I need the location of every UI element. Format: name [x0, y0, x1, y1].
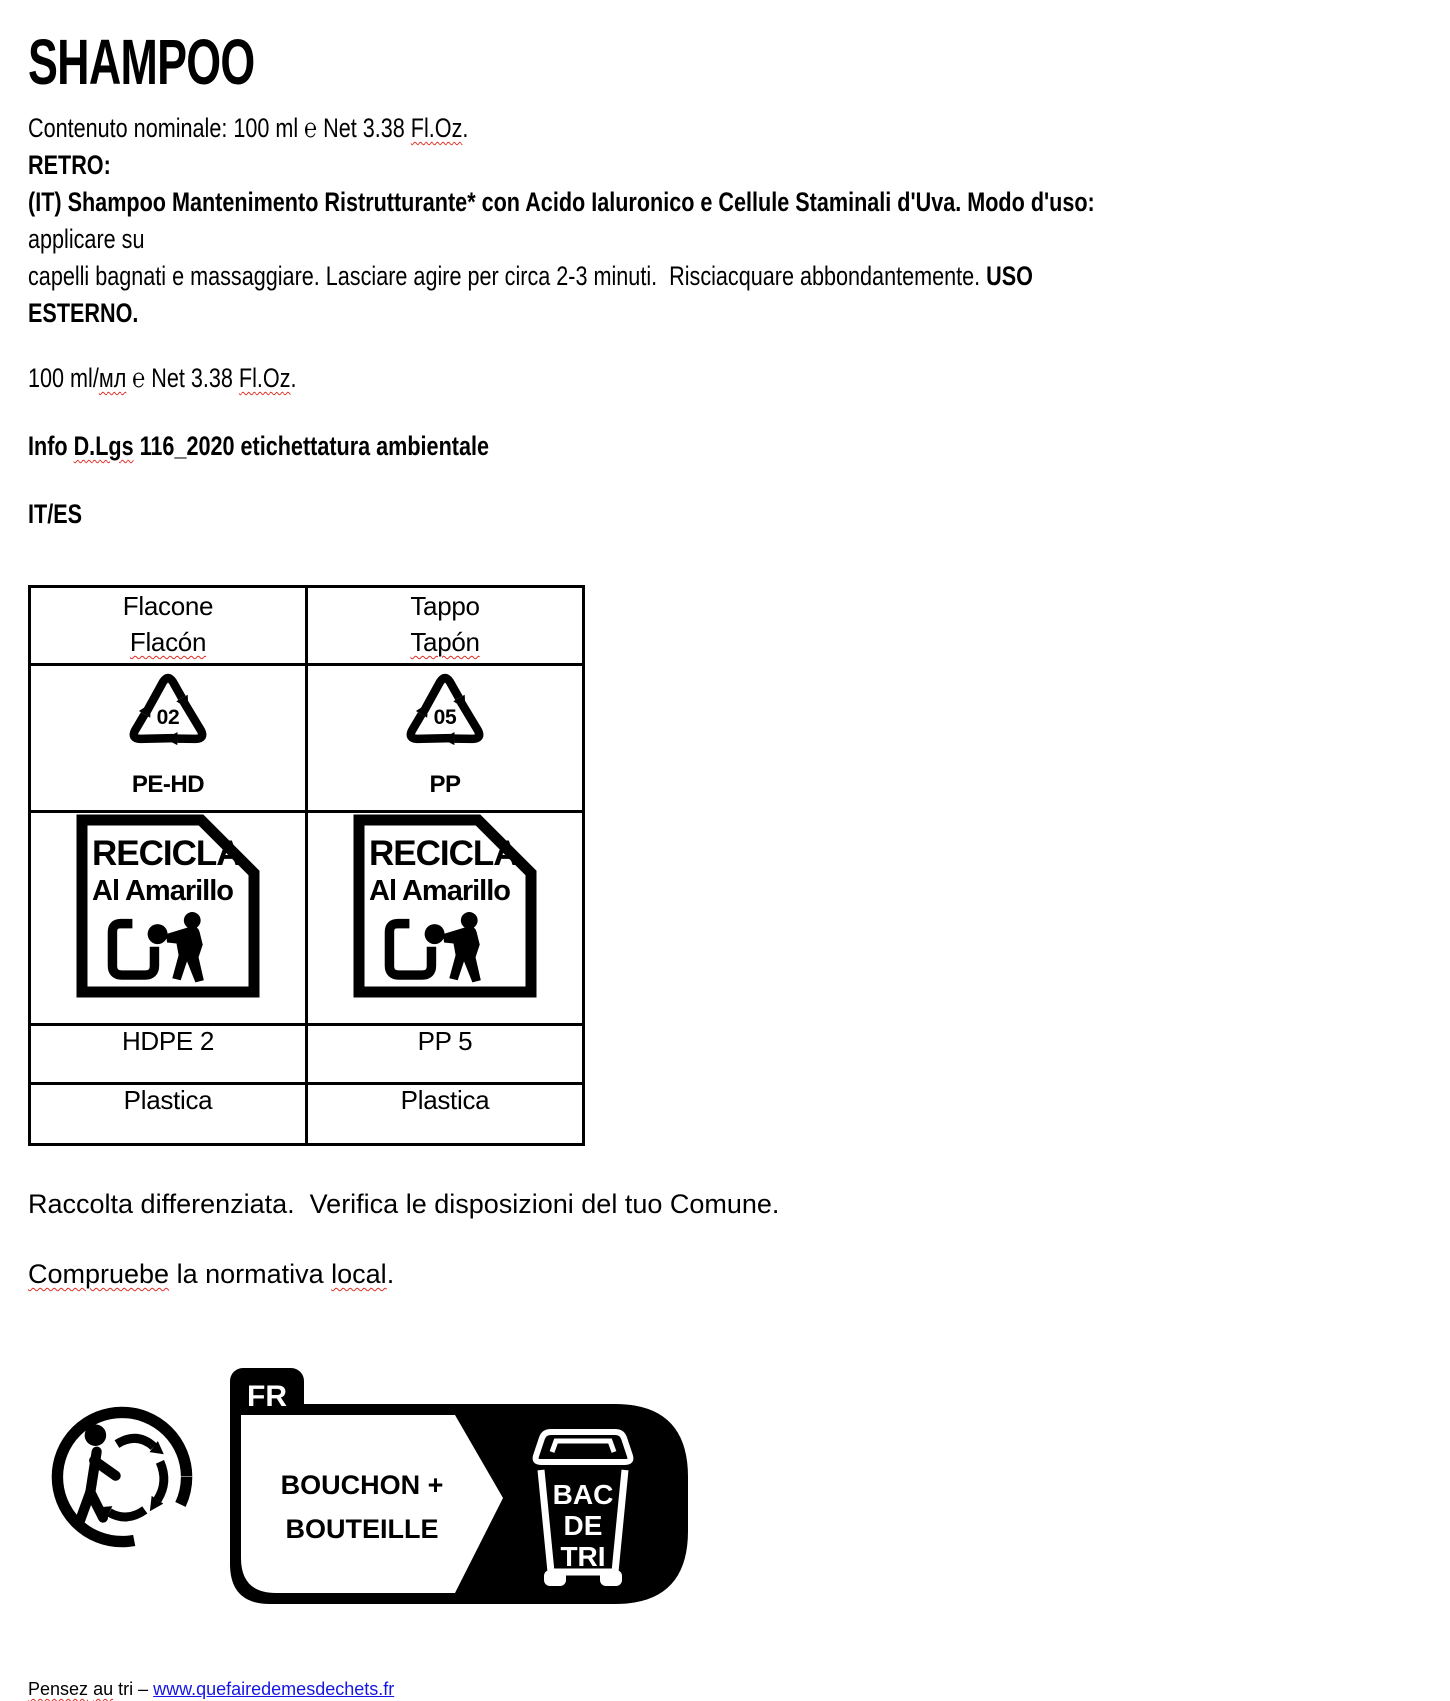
text-run: la normativa	[169, 1259, 332, 1289]
material-type: Plastica	[400, 1085, 490, 1115]
volume-text	[28, 360, 297, 397]
bottle-code-cell	[30, 1025, 307, 1084]
text-run: Raccolta differenziata. Verifica le disposizioni del tuo Comune.	[28, 1189, 780, 1219]
retro-text	[28, 147, 111, 184]
badge-title: RECICLA	[369, 834, 518, 873]
text-run: au	[93, 1679, 114, 1699]
triman-recycling-icon	[46, 1401, 198, 1553]
material-code: HDPE 2	[121, 1026, 215, 1056]
text-run: D.Lgs	[73, 431, 134, 461]
volume-line	[28, 360, 1410, 397]
text-run: .	[290, 363, 297, 393]
retro-label	[28, 147, 1410, 184]
recycle-badge-row	[30, 812, 584, 1025]
page-title: SHAMPOO	[28, 26, 255, 98]
compruebe-note	[28, 1256, 1410, 1293]
info-tri-sorting-logo	[230, 1368, 688, 1608]
moebius-recycling-triangle-icon	[395, 666, 495, 766]
language-text	[28, 496, 82, 533]
material-type-row	[30, 1084, 584, 1145]
nominal-content-text	[28, 110, 468, 147]
text-run: 116_2020 etichettatura ambientale	[133, 431, 489, 461]
badge-subtitle: Al Amarillo	[92, 875, 234, 907]
bin-text-line1: BAC	[552, 1479, 614, 1510]
arrow-text-line1: BOUCHON +	[280, 1470, 444, 1500]
text-run: USO ESTERNO.	[28, 261, 1039, 328]
raccolta-note	[28, 1186, 1410, 1223]
material-code-row	[30, 1025, 584, 1084]
bottle-header-it: Flacone	[122, 591, 214, 621]
table-header-row	[30, 587, 584, 665]
country-tab-label: FR	[247, 1380, 287, 1413]
environmental-labeling-heading	[28, 428, 1410, 465]
recycling-logos-row	[28, 1335, 1410, 1673]
material-code: PP 5	[417, 1026, 473, 1056]
cap-code-cell	[307, 1025, 584, 1084]
bin-text-line2: DE	[563, 1510, 603, 1541]
text-run: Fl.Oz	[238, 363, 291, 393]
text-run: Compruebe	[28, 1259, 170, 1289]
text-run: local	[331, 1259, 387, 1289]
resin-abbreviation: PE-HD	[131, 771, 205, 798]
text-run: мл	[98, 363, 127, 393]
bottle-header-cell	[30, 587, 307, 665]
triman-person	[80, 1424, 115, 1520]
pensez-au-tri-line	[28, 1677, 1410, 1701]
cap-resin-cell	[307, 665, 584, 812]
resin-code-number: 05	[433, 706, 457, 729]
text-run: Fl.Oz	[410, 113, 463, 143]
bin-text-line3: TRI	[560, 1541, 606, 1572]
text-run: tri –	[113, 1679, 154, 1699]
triman-arrows	[98, 1438, 164, 1518]
description-line-2	[28, 258, 1410, 332]
moebius-recycling-triangle-icon	[118, 666, 218, 766]
bottle-badge-cell	[30, 812, 307, 1025]
text-run: (IT) Shampoo Mantenimento Ristrutturante* con Acido Ialuronico e Cellule Staminali d'Uva. Modo d'uso:	[28, 187, 1095, 217]
nominal-content-line	[28, 110, 1410, 147]
bottle-material-cell	[30, 1084, 307, 1145]
text-run: IT/ES	[28, 499, 83, 529]
text-run: RETRO:	[28, 150, 111, 180]
text-run: .	[386, 1259, 395, 1289]
badge-subtitle: Al Amarillo	[369, 875, 511, 907]
cap-header-it: Tappo	[410, 591, 480, 621]
text-run: Contenuto nominale: 100 ml ℮ Net 3.38	[28, 113, 411, 143]
description-line-1	[28, 184, 1410, 258]
recicla-al-amarillo-badge	[352, 813, 538, 999]
text-run: applicare su	[28, 187, 1101, 254]
cap-header-es: Tapón	[410, 627, 480, 657]
environmental-labeling-text	[28, 428, 489, 465]
text-run: capelli bagnati e massaggiare. Lasciare agire per circa 2-3 minuti. Risciacquare abbondantemente.	[28, 261, 987, 291]
description-text-1	[28, 184, 1134, 258]
text-run: 100 ml/	[28, 363, 99, 393]
language-heading	[28, 496, 1410, 533]
cap-header-cell	[307, 587, 584, 665]
material-type: Plastica	[123, 1085, 213, 1115]
resin-code-number: 02	[156, 706, 180, 729]
arrow-label-shape	[241, 1415, 503, 1593]
description-text-2	[28, 258, 1134, 332]
cap-material-cell	[307, 1084, 584, 1145]
resin-abbreviation: PP	[429, 771, 461, 798]
text-run: ℮ Net 3.38	[126, 363, 239, 393]
cap-badge-cell	[307, 812, 584, 1025]
bottle-resin-cell	[30, 665, 307, 812]
text-run: Info	[28, 431, 74, 461]
packaging-materials-table	[28, 585, 585, 1146]
text-run: Pensez	[28, 1679, 89, 1699]
text-run: .	[462, 113, 469, 143]
recicla-al-amarillo-badge	[75, 813, 261, 999]
bottle-header-es: Flacón	[129, 627, 207, 657]
resin-symbol-row	[30, 665, 584, 812]
footer-link[interactable]: www.quefairedemesdechets.fr	[153, 1679, 395, 1699]
arrow-text-line2: BOUTEILLE	[285, 1514, 439, 1544]
badge-title: RECICLA	[92, 834, 241, 873]
